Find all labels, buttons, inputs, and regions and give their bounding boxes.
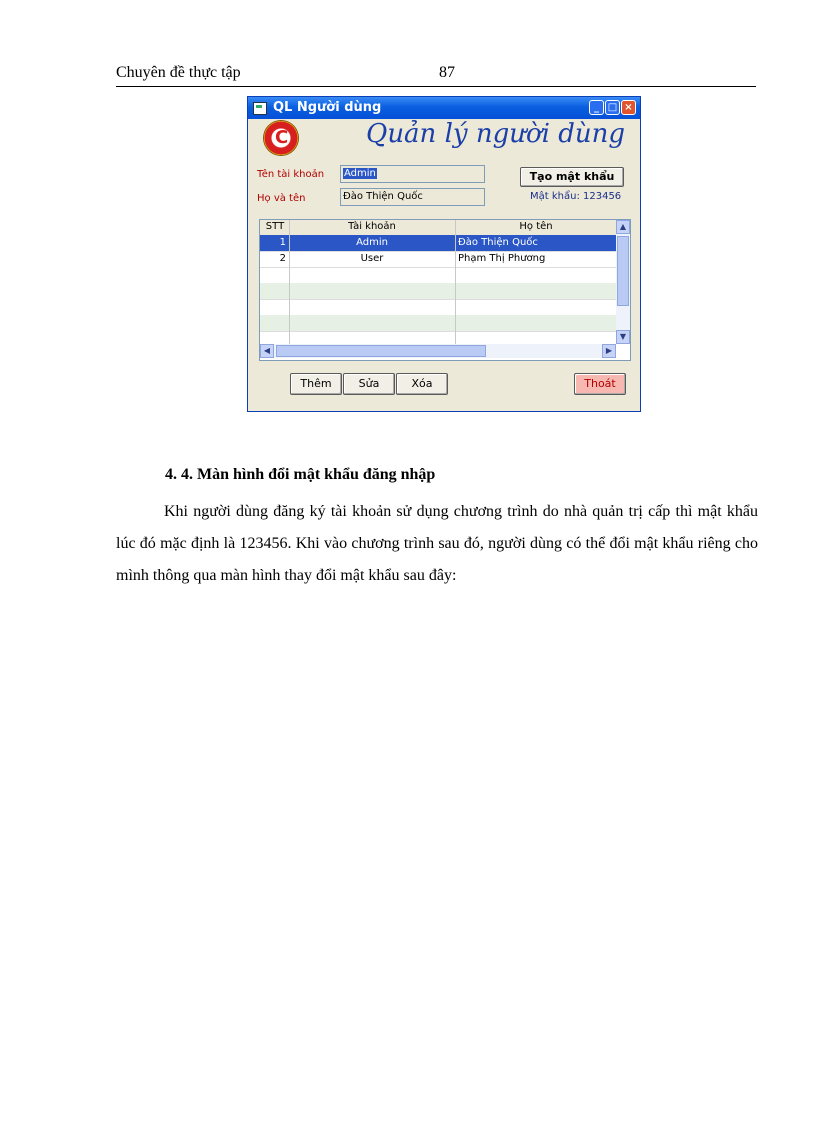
page-header bbox=[116, 64, 756, 87]
horizontal-scrollbar[interactable] bbox=[260, 344, 616, 358]
table-row[interactable]: 2 User Phạm Thị Phương bbox=[260, 251, 616, 268]
page-number: 87 bbox=[439, 64, 455, 81]
scroll-right-icon[interactable]: ▶ bbox=[602, 344, 616, 358]
empty-row bbox=[260, 283, 616, 300]
window-heading: Quản lý người dùng bbox=[366, 119, 625, 149]
scroll-left-icon[interactable]: ◀ bbox=[260, 344, 274, 358]
minimize-icon[interactable]: _ bbox=[589, 100, 604, 115]
scroll-down-icon[interactable]: ▼ bbox=[616, 330, 630, 344]
empty-row bbox=[260, 315, 616, 332]
app-icon bbox=[253, 102, 267, 115]
delete-button[interactable]: Xóa bbox=[396, 373, 448, 395]
exit-button[interactable]: Thoát bbox=[574, 373, 626, 395]
column-divider bbox=[455, 220, 456, 345]
maximize-icon[interactable]: □ bbox=[605, 100, 620, 115]
fullname-label: Họ và tên bbox=[257, 193, 306, 204]
password-text: Mật khẩu: 123456 bbox=[530, 191, 622, 202]
document-title: Chuyên đề thực tập bbox=[116, 64, 241, 81]
account-field[interactable]: Admin bbox=[340, 165, 485, 183]
window-title: QL Người dùng bbox=[273, 100, 382, 115]
vertical-scrollbar[interactable] bbox=[616, 220, 630, 344]
create-password-button[interactable]: Tạo mật khẩu bbox=[520, 167, 624, 187]
logo: C bbox=[264, 121, 298, 155]
section-title: 4. 4. Màn hình đổi mật khẩu đăng nhập bbox=[165, 466, 436, 483]
fullname-field[interactable]: Đào Thiện Quốc bbox=[340, 188, 485, 206]
empty-row bbox=[260, 299, 616, 316]
scroll-thumb[interactable] bbox=[617, 236, 629, 306]
account-label: Tên tài khoản bbox=[257, 169, 325, 180]
edit-button[interactable]: Sửa bbox=[343, 373, 395, 395]
column-account: Tài khoản bbox=[348, 221, 396, 232]
window-titlebar[interactable] bbox=[248, 97, 640, 119]
table-row[interactable]: 1 Admin Đào Thiện Quốc bbox=[260, 235, 616, 252]
scroll-thumb[interactable] bbox=[276, 345, 486, 357]
column-stt: STT bbox=[265, 221, 285, 232]
scroll-up-icon[interactable]: ▲ bbox=[616, 220, 630, 234]
empty-row bbox=[260, 267, 616, 284]
column-divider bbox=[289, 220, 290, 345]
table-header bbox=[260, 220, 616, 236]
section-paragraph: Khi người dùng đăng ký tài khoản sử dụng chương trình do nhà quản trị cấp thì mật khẩu lúc đó mặc định là 123456. Khi vào chương trình sau đó, người dùng có thể đổi mật khẩu riêng cho mình thông qua màn hình thay đổi mật khẩu sau đây: bbox=[116, 503, 758, 584]
users-table[interactable] bbox=[259, 219, 631, 361]
add-button[interactable]: Thêm bbox=[290, 373, 342, 395]
close-icon[interactable]: × bbox=[621, 100, 636, 115]
column-name: Họ tên bbox=[519, 221, 553, 232]
user-management-window bbox=[247, 96, 641, 412]
